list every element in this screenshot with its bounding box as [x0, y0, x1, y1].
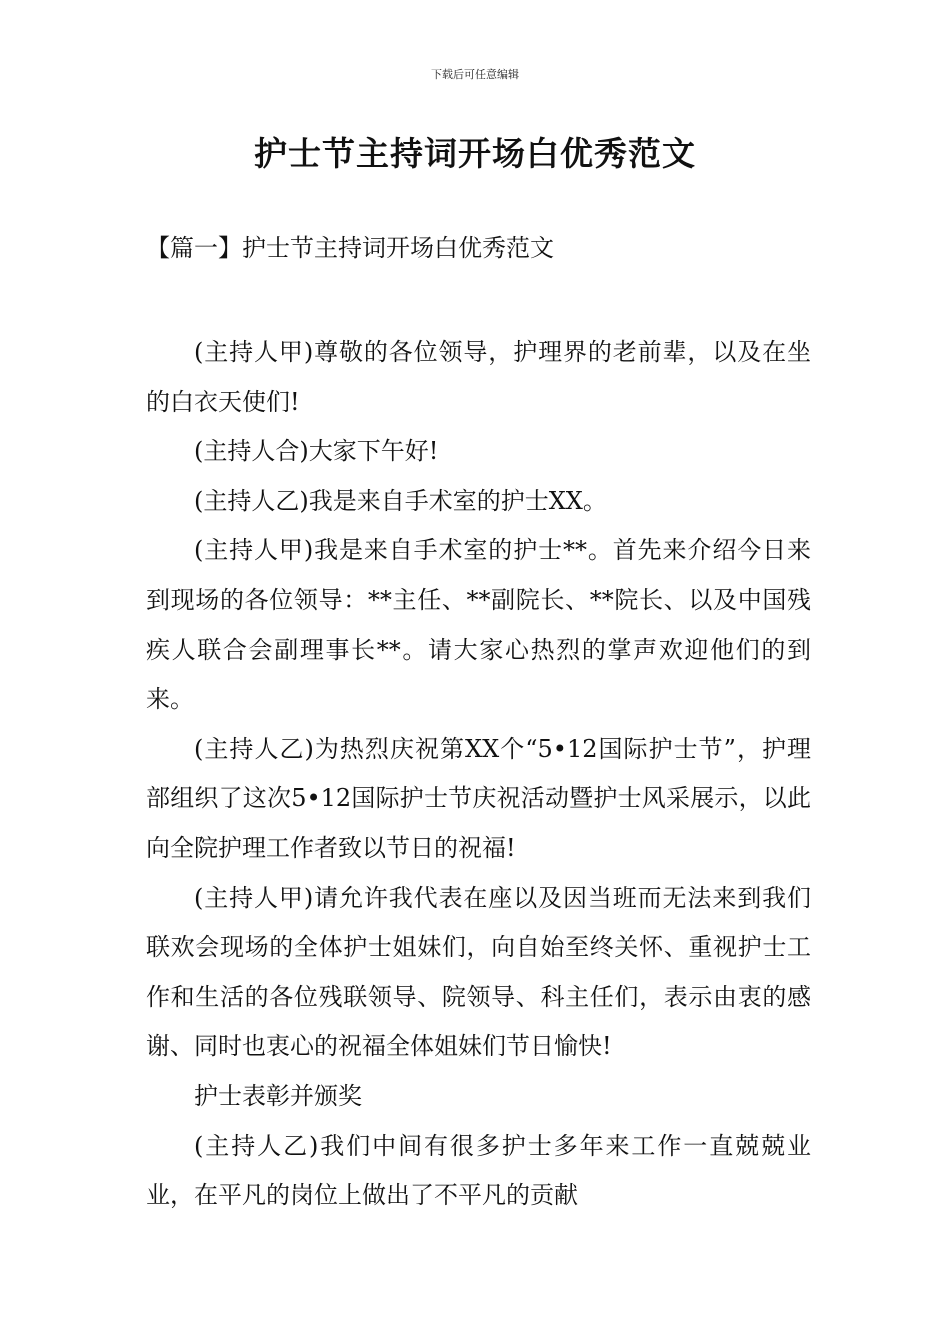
paragraph: (主持人乙)我是来自手术室的护士XX。: [194, 486, 607, 515]
paragraph: (主持人合)大家下午好!: [194, 437, 439, 466]
header-note: 下载后可任意编辑: [431, 68, 519, 81]
document-title: 护士节主持词开场白优秀范文: [254, 134, 696, 173]
section-heading: 【篇一】护士节主持词开场白优秀范文: [146, 234, 554, 262]
paragraph: (主持人乙)为热烈庆祝第XX个“5•12国际护士节”，护理部组织了这次5•12国际护士节庆祝活动暨护士风采展示，以此向全院护理工作者致以节日的祝福!: [146, 734, 811, 862]
paragraph: (主持人甲)我是来自手术室的护士**。首先来介绍今日来到现场的各位领导：**主任、**副院长、**院长、以及中国残疾人联合会副理事长**。请大家心热烈的掌声欢迎他们的到来。: [146, 536, 811, 714]
paragraph: (主持人乙)我们中间有很多护士多年来工作一直兢兢业业，在平凡的岗位上做出了不平凡的贡献: [146, 1131, 811, 1210]
paragraph: 护士表彰并颁奖: [194, 1081, 362, 1110]
paragraph: (主持人甲)尊敬的各位领导，护理界的老前辈，以及在坐的白衣天使们!: [146, 338, 811, 416]
paragraph: (主持人甲)请允许我代表在座以及因当班而无法来到我们联欢会现场的全体护士姐妹们，向自始至终关怀、重视护士工作和生活的各位残联领导、院领导、科主任们，表示由衷的感谢、同时也衷心的祝福全体姐妹们节日愉快!: [146, 883, 811, 1061]
document-body: [146, 328, 811, 1221]
